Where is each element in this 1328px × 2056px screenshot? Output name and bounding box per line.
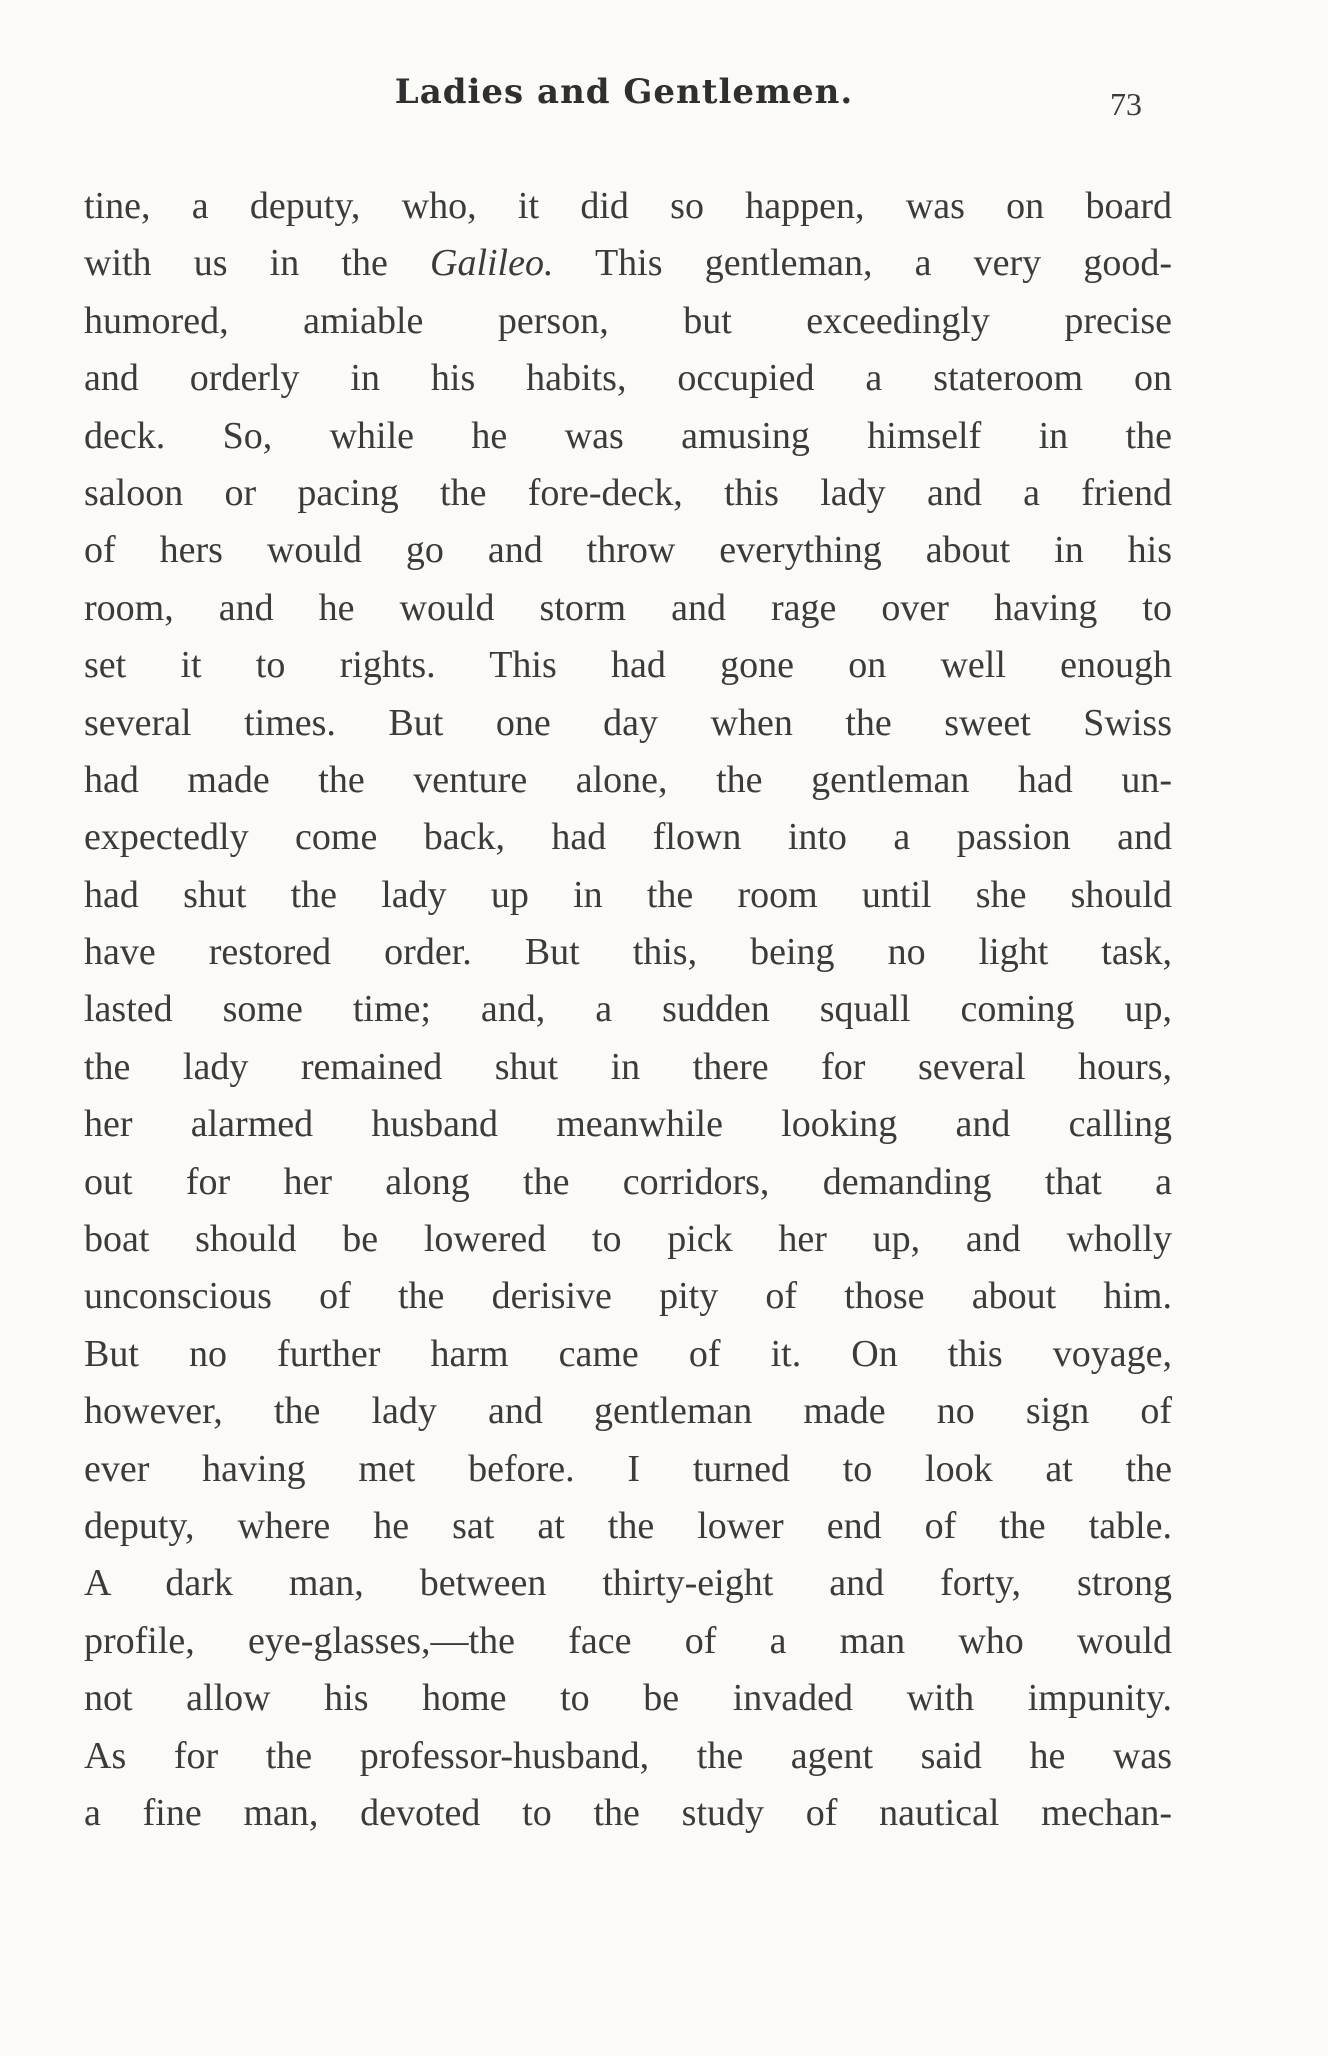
text-line: a fine man, devoted to the study of nautical mechan- xyxy=(84,1791,1172,1834)
text-line: had shut the lady up in the room until she should xyxy=(84,873,1172,916)
text-line: humored, amiable person, but exceedingly precise xyxy=(84,299,1172,342)
page-number: 73 xyxy=(1110,86,1142,122)
text-line: room, and he would storm and rage over having to xyxy=(84,586,1172,629)
text-line: set it to rights. This had gone on well enough xyxy=(84,644,1172,687)
text-line: and orderly in his habits, occupied a stateroom on xyxy=(84,357,1172,400)
text-line: however, the lady and gentleman made no sign of xyxy=(84,1390,1172,1433)
text-line: A dark man, between thirty-eight and forty, strong xyxy=(84,1562,1172,1605)
running-title: Ladies and Gentlemen. xyxy=(394,72,854,112)
text-line: saloon or pacing the fore-deck, this lady and a friend xyxy=(84,471,1172,514)
text-line: tine, a deputy, who, it did so happen, was on board xyxy=(84,185,1172,227)
text-line: boat should be lowered to pick her up, and wholly xyxy=(84,1218,1172,1261)
text-line: her alarmed husband meanwhile looking and calling xyxy=(84,1103,1172,1146)
body-text xyxy=(84,178,1172,1842)
text-line: the lady remained shut in there for several hours, xyxy=(84,1045,1172,1088)
text-line: with us in the Galileo. This gentleman, a very good- xyxy=(84,242,1173,285)
text-line: have restored order. But this, being no light task, xyxy=(84,931,1172,974)
running-head xyxy=(0,72,1328,128)
text-line: deck. So, while he was amusing himself in the xyxy=(84,414,1172,457)
text-line: several times. But one day when the sweet Swiss xyxy=(84,701,1172,744)
text-line: had made the venture alone, the gentleman had un- xyxy=(84,758,1172,801)
text-line: of hers would go and throw everything about in his xyxy=(84,529,1172,572)
text-line: out for her along the corridors, demanding that a xyxy=(84,1160,1172,1203)
text-line: profile, eye-glasses,—the face of a man who would xyxy=(84,1619,1172,1662)
text-line: expectedly come back, had flown into a passion and xyxy=(84,816,1172,859)
text-line: not allow his home to be invaded with impunity. xyxy=(84,1677,1172,1720)
text-line: unconscious of the derisive pity of those about him. xyxy=(84,1275,1172,1318)
text-line: ever having met before. I turned to look at the xyxy=(84,1447,1172,1490)
text-line: deputy, where he sat at the lower end of the table. xyxy=(84,1504,1172,1547)
text-line: As for the professor-husband, the agent said he was xyxy=(84,1734,1172,1777)
text-line: lasted some time; and, a sudden squall coming up, xyxy=(84,988,1172,1031)
text-line: But no further harm came of it. On this voyage, xyxy=(84,1332,1172,1375)
italic-text: Galileo. xyxy=(430,242,554,285)
